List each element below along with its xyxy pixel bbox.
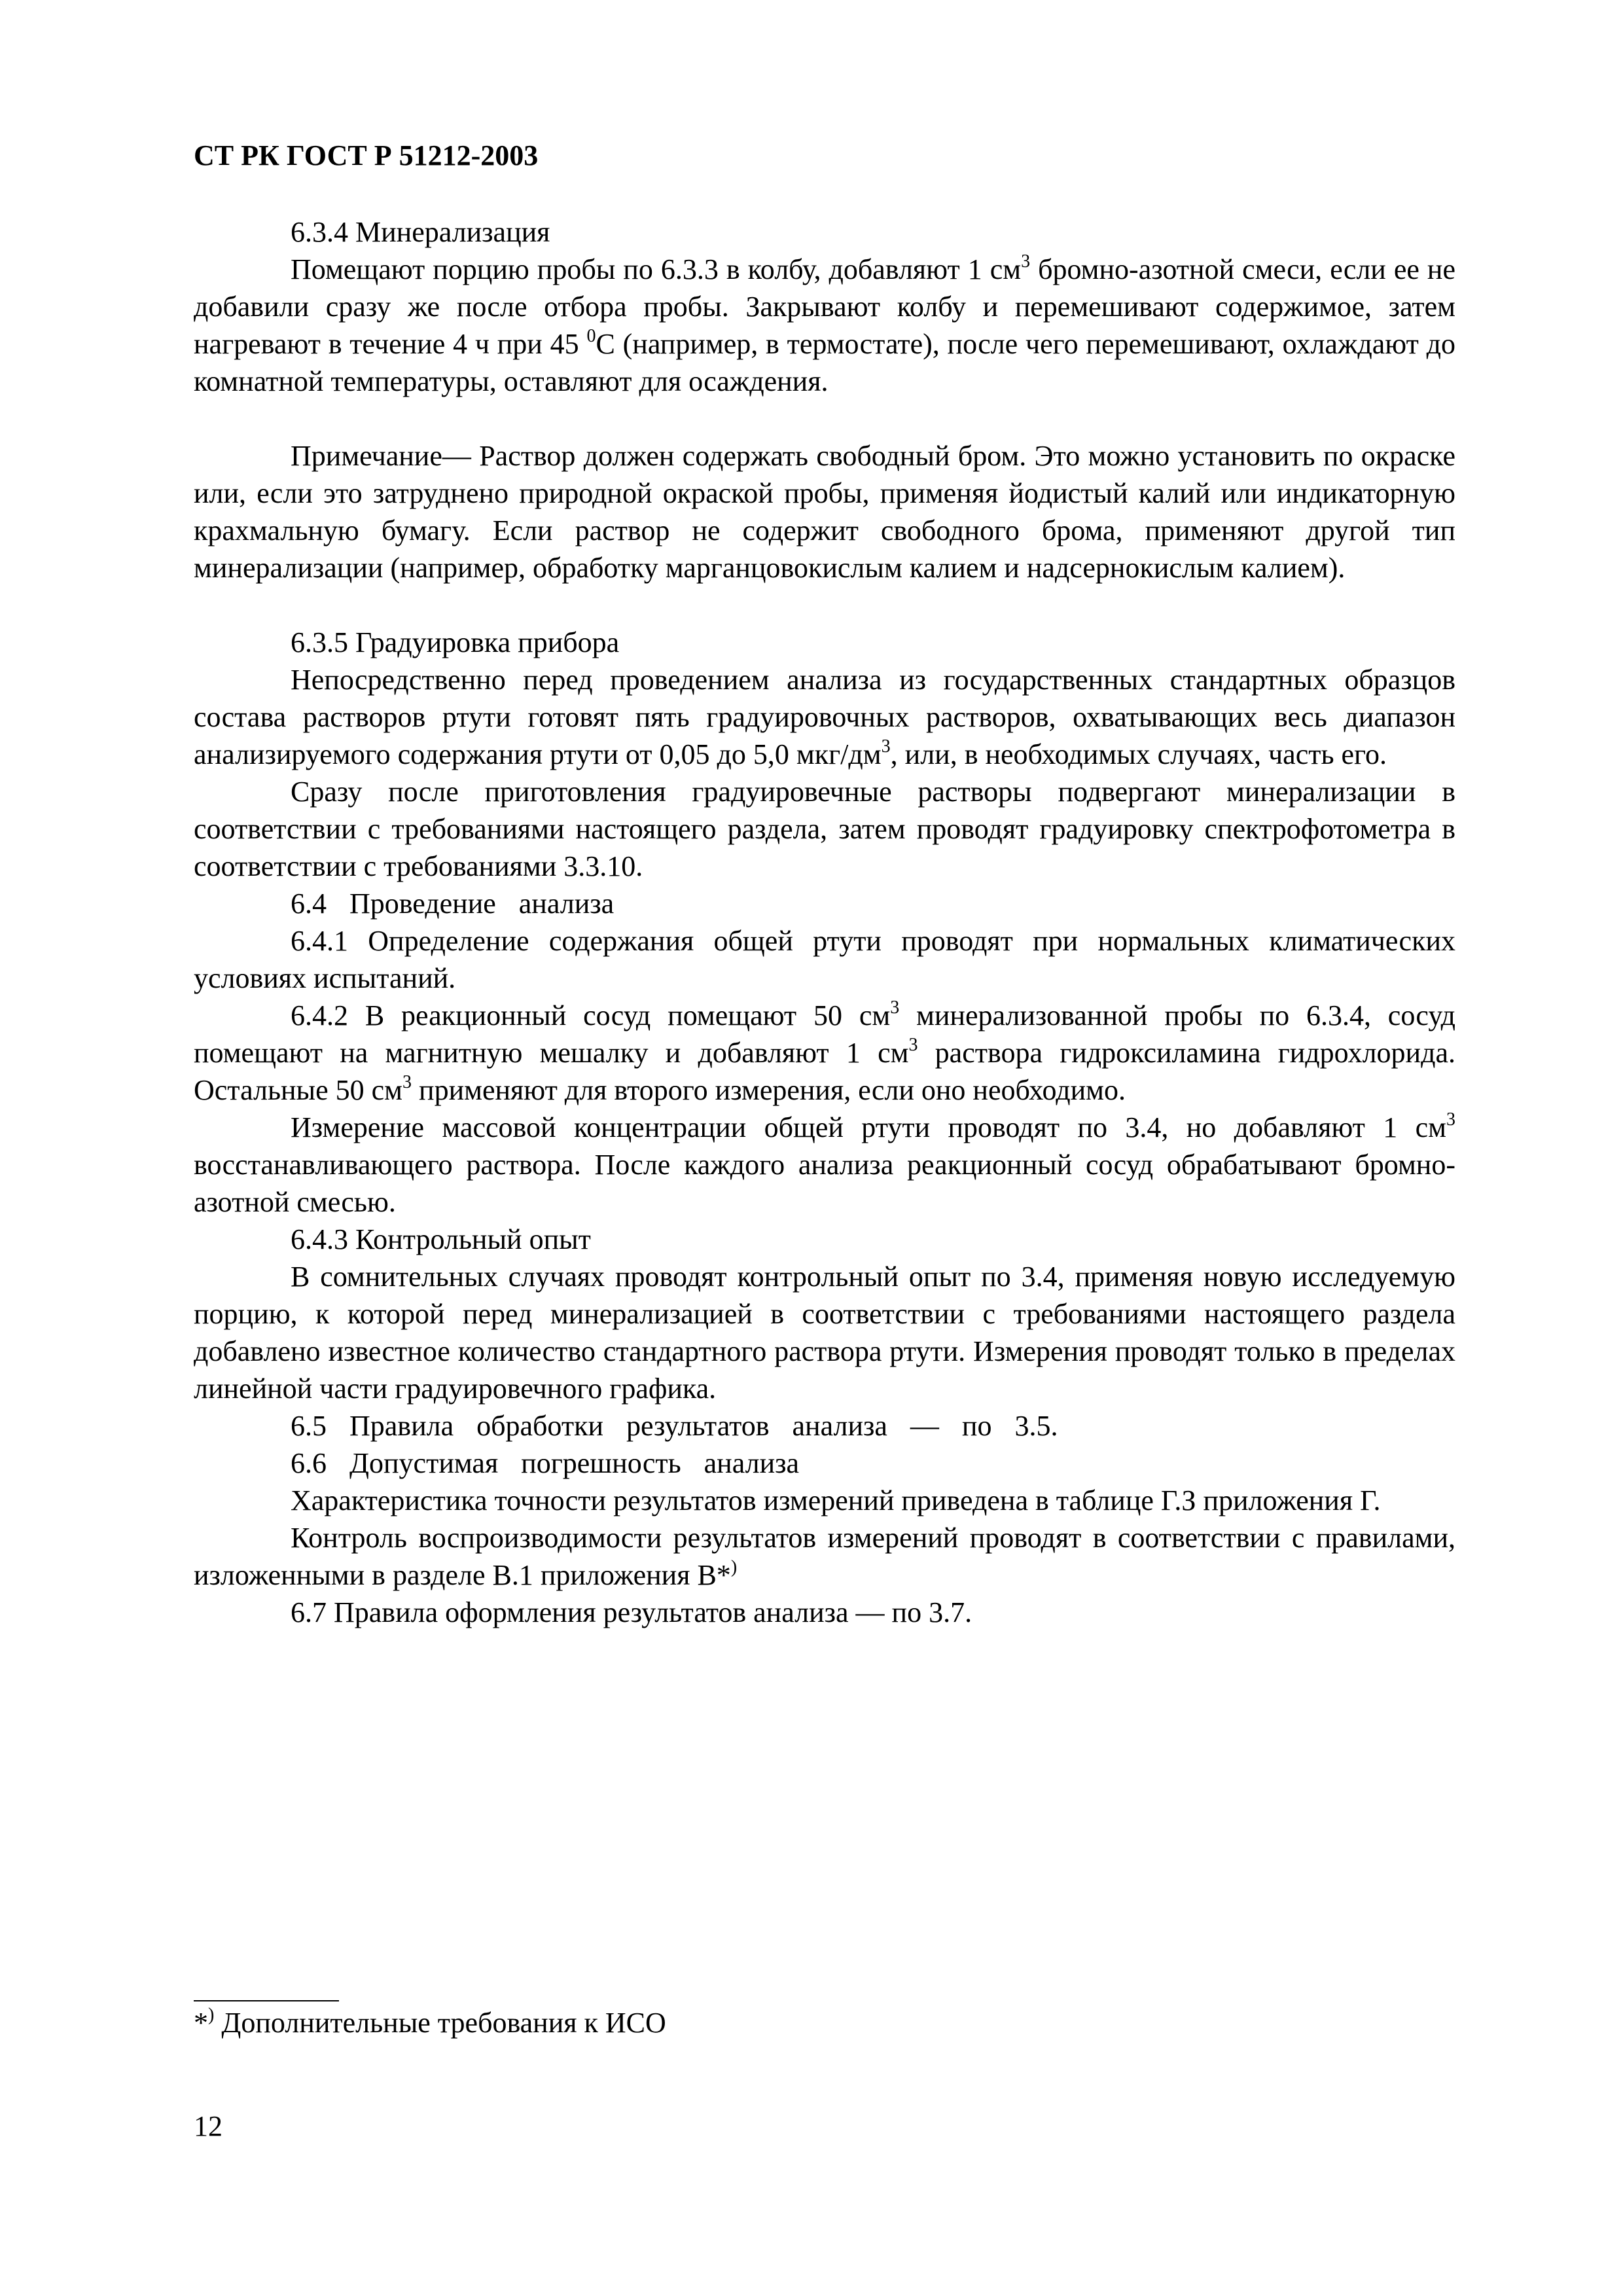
paragraph-6-4-3-control: В сомнительных случаях проводят контрольный опыт по 3.4, применяя новую исследуемую порцию, к которой перед минерализацией в соответствии с требованиями настоящего раздела добавлено известное количество стандартного раствора ртути. Измерения проводят только в пределах линейной части градуировечного графика. <box>194 1261 1455 1405</box>
section-heading-6-3-5: 6.3.5 Градуировка прибора <box>291 626 620 658</box>
section-heading-6-4: 6.4 Проведение анализа <box>291 888 615 920</box>
footnote <box>194 2004 666 2041</box>
text-run: применяют для второго измерения, если оно необходимо. <box>412 1074 1126 1106</box>
text-run: С (например, в термостате), после чего перемешивают, охлаждают до комнатной температуры, оставляют для осаждения. <box>194 328 1455 397</box>
document-body <box>194 213 1455 1631</box>
page-number: 12 <box>194 2110 223 2142</box>
note-paragraph: Примечание— Раствор должен содержать свободный бром. Это можно установить по окраске или, если это затруднено природной окраской пробы, применяя йодистый калий или индикаторную крахмальную бумагу. Если раствор не содержит свободного брома, применяют другой тип минерализации (например, обработку марганцовокислым калием и надсернокислым калием). <box>194 440 1455 584</box>
superscript: 3 <box>1021 251 1031 272</box>
paragraph-6-4-2 <box>194 997 1455 1109</box>
superscript: 3 <box>890 997 900 1018</box>
section-heading-6-4-3: 6.4.3 Контрольный опыт <box>291 1223 591 1255</box>
text-run: Помещают порцию пробы по 6.3.3 в колбу, добавляют 1 см <box>291 253 1022 285</box>
section-heading-6-3-4: 6.3.4 Минерализация <box>291 216 550 248</box>
section-6-7: 6.7 Правила оформления результатов анализа — по 3.7. <box>291 1596 972 1628</box>
text-run: бромно-азотной смеси, если ее не добавили сразу же после отбора пробы. Закрывают колбу и перемешивают содержимое, затем нагревают в течение 4 ч при 45 <box>194 253 1456 360</box>
text-run: раствора гидроксиламина гидрохлорида. Остальные 50 см <box>194 1037 1455 1106</box>
section-6-5: 6.5 Правила обработки результатов анализа — по 3.5. <box>291 1410 1058 1442</box>
paragraph-6-3-5-calibration <box>194 661 1455 773</box>
superscript: 3 <box>881 736 891 757</box>
paragraph-measurement <box>194 1109 1455 1221</box>
text-run: 6.4.2 В реакционный сосуд помещают 50 см <box>291 999 891 1031</box>
superscript: 3 <box>1446 1109 1455 1130</box>
text-run: восстанавливающего раствора. После каждого анализа реакционный сосуд обрабатывают бромно-азотной смесью. <box>194 1149 1455 1218</box>
paragraph-gap <box>194 400 1455 437</box>
text-run: Непосредственно перед проведением анализа из государственных стандартных образцов состава растворов ртути готовят пять градуировочных растворов, охватывающих весь диапазон анализируемого содержания ртути от 0,05 до 5,0 мкг/дм <box>194 664 1455 770</box>
superscript: 3 <box>908 1035 918 1055</box>
paragraph-6-4-1: 6.4.1 Определение содержания общей ртути проводят при нормальных климатических условиях испытаний. <box>194 925 1455 994</box>
section-heading-6-6: 6.6 Допустимая погрешность анализа <box>291 1447 800 1479</box>
superscript: 0 <box>586 326 596 346</box>
paragraph-6-6-reproducibility <box>194 1519 1455 1594</box>
footnote-marker: * <box>194 2007 208 2039</box>
superscript: 3 <box>402 1072 412 1092</box>
paragraph-gap <box>194 586 1455 624</box>
paragraph-6-6-accuracy: Характеристика точности результатов измерений приведена в таблице Г.З приложения Г. <box>291 1484 1381 1516</box>
text-run: Контроль воспроизводимости результатов измерений проводят в соответствии с правилами, изложенными в разделе В.1 приложения В* <box>194 1522 1455 1591</box>
paragraph-6-3-4-procedure <box>194 251 1455 400</box>
text-run: Измерение массовой концентрации общей ртути проводят по 3.4, но добавляют 1 см <box>291 1111 1446 1143</box>
standard-code-header: СТ РК ГОСТ Р 51212-2003 <box>194 139 539 171</box>
footnote-text: Дополнительные требования к ИСО <box>214 2007 666 2039</box>
superscript: ) <box>208 2005 215 2025</box>
text-run: , или, в необходимых случаях, часть его. <box>890 738 1387 770</box>
text-run: минерализованной пробы по 6.3.4, сосуд помещают на магнитную мешалку и добавляют 1 см <box>194 999 1455 1069</box>
footnote-separator <box>194 2000 339 2001</box>
paragraph-6-3-5-mineralization: Сразу после приготовления градуировечные растворы подвергают минерализации в соответствии с требованиями настоящего раздела, затем проводят градуировку спектрофотометра в соответствии с требованиями 3.3.10. <box>194 776 1455 882</box>
superscript: ) <box>730 1557 738 1577</box>
